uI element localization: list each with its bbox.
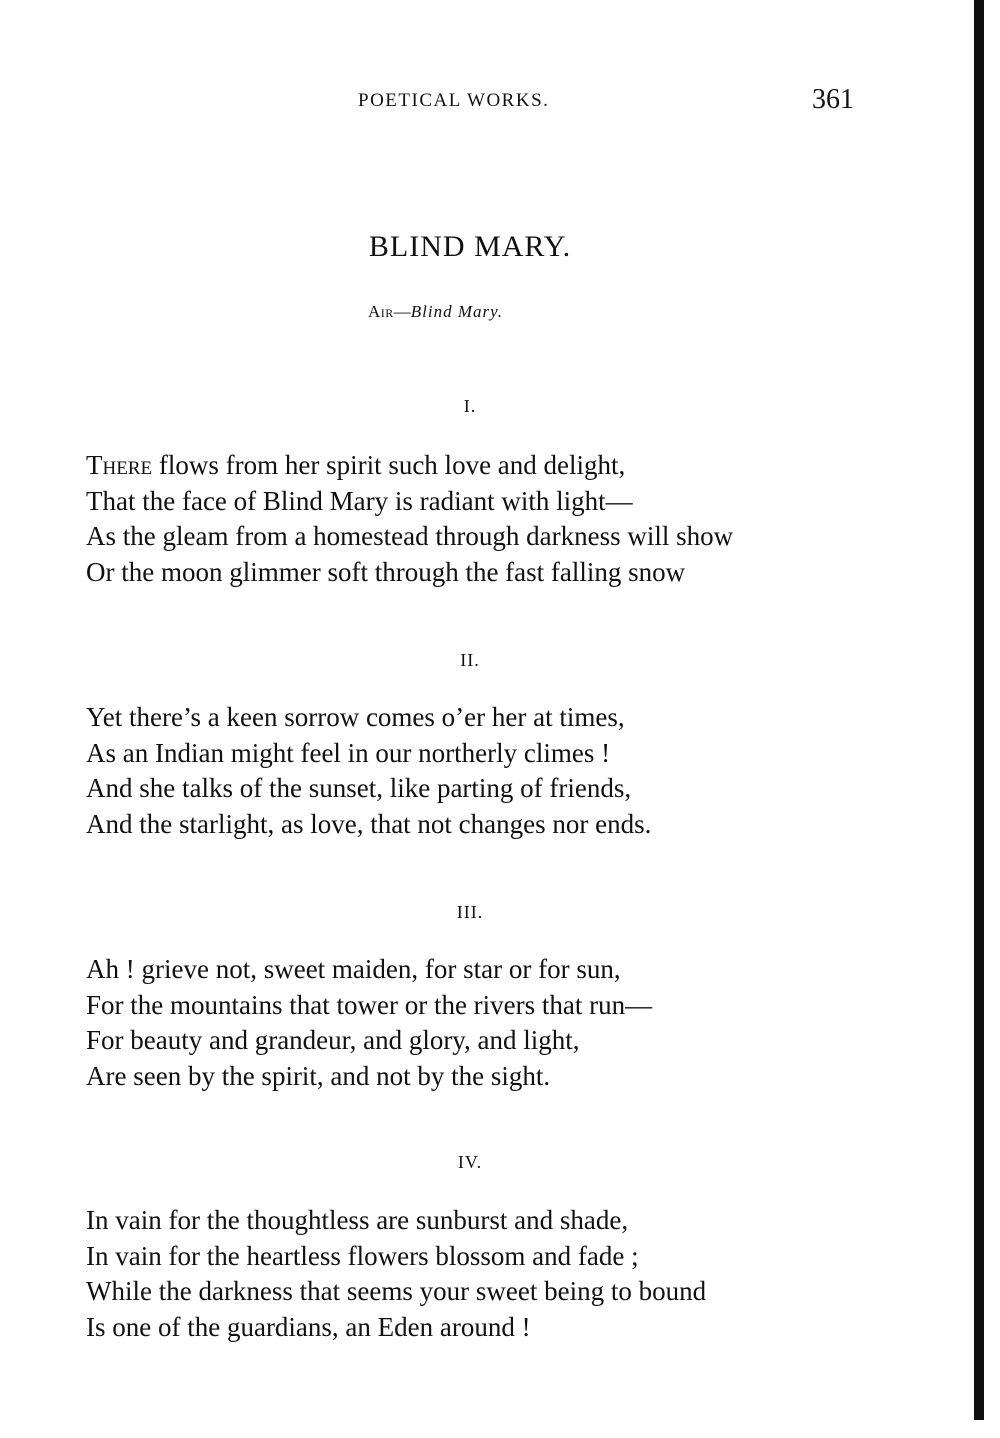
verse-line: For the mountains that tower or the rivers that run— <box>86 989 653 1020</box>
verse-line: As an Indian might feel in our northerly climes ! <box>86 737 611 768</box>
verse-line: Is one of the guardians, an Eden around ! <box>86 1311 531 1342</box>
stanza-3 <box>86 952 652 1094</box>
stanza-number: III. <box>456 902 484 922</box>
verse-line: Yet there’s a keen sorrow comes o’er her at times, <box>86 702 625 732</box>
verse-line: That the face of Blind Mary is radiant with light— <box>86 485 633 516</box>
stanza-number: II. <box>460 650 480 670</box>
verse-line <box>86 448 733 484</box>
air-tune: Blind Mary. <box>410 302 503 321</box>
page-number: 361 <box>812 84 854 115</box>
page-edge-shadow <box>974 0 984 1420</box>
running-head: POETICAL WORKS. <box>358 90 550 111</box>
stanza-4 <box>86 1203 706 1345</box>
stanza-number: IV. <box>457 1152 483 1172</box>
verse-line: And the starlight, as love, that not changes nor ends. <box>86 808 652 839</box>
opening-word: There <box>86 450 153 480</box>
verse-line: Ah ! grieve not, sweet maiden, for star or for sun, <box>86 954 621 984</box>
verse-line-text: flows from her spirit such love and delight, <box>152 450 626 480</box>
stanza-number: I. <box>463 396 477 416</box>
air-note <box>368 302 503 322</box>
air-dash: — <box>393 302 411 321</box>
verse-line: In vain for the thoughtless are sunburst and shade, <box>86 1205 629 1235</box>
verse-line: As the gleam from a homestead through darkness will show <box>86 521 734 551</box>
verse-line: And she talks of the sunset, like parting of friends, <box>86 773 632 803</box>
verse-line: Or the moon glimmer soft through the fast falling snow <box>86 556 686 587</box>
verse-line: For beauty and grandeur, and glory, and light, <box>86 1025 580 1055</box>
verse-line: While the darkness that seems your sweet being to bound <box>86 1276 707 1306</box>
stanza-1 <box>86 448 733 590</box>
air-label: Air <box>368 302 394 321</box>
poem-title: BLIND MARY. <box>368 230 572 263</box>
verse-line: Are seen by the spirit, and not by the sight. <box>86 1060 551 1091</box>
verse-line: In vain for the heartless flowers blossom and fade ; <box>86 1240 639 1271</box>
stanza-2 <box>86 700 651 842</box>
